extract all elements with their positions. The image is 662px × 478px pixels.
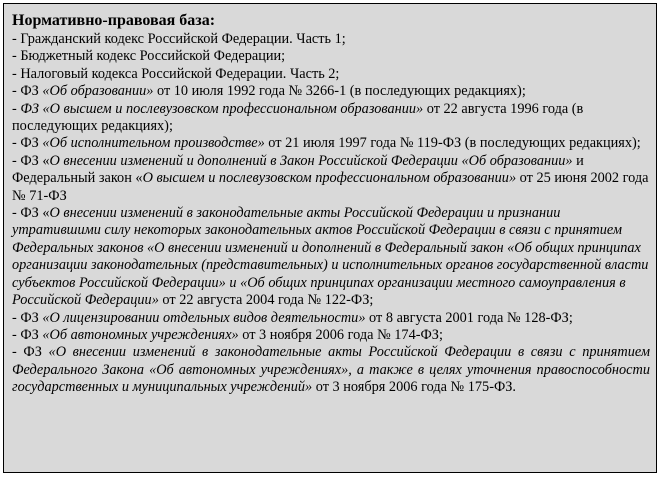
legal-act-text: - ФЗ xyxy=(12,344,49,361)
legal-act-text: от 22 августа 2004 года № 122-ФЗ; xyxy=(158,292,374,309)
legal-act-title: «Об образовании» xyxy=(42,83,154,100)
legal-act-text: - ФЗ « xyxy=(12,205,50,222)
legal-acts-list xyxy=(12,31,650,397)
legal-act-item xyxy=(12,153,650,205)
legal-act-text: от 3 ноября 2006 года № 174-ФЗ; xyxy=(238,326,443,343)
legal-act-text: - Бюджетный кодекс Российской Федерации; xyxy=(12,48,286,65)
legal-act-item xyxy=(12,31,650,48)
legal-act-item xyxy=(12,66,650,83)
legal-basis-panel xyxy=(3,3,657,473)
legal-act-title: «О внесении изменений в законодательные акты Российской Федерации в связи с принятием Федерального Закона «Об автономных учреждениях», а также в целях уточнения правоспособности государственных и муниципальных учреждений» xyxy=(12,344,650,396)
legal-act-item xyxy=(12,83,650,100)
legal-act-item xyxy=(12,205,650,309)
legal-act-text: - Гражданский кодекс Российской Федерации. Часть 1; xyxy=(12,31,346,47)
panel-title: Нормативно-правовая база: xyxy=(12,12,216,29)
legal-act-title: «О лицензировании отдельных видов деятельности» xyxy=(42,309,366,326)
legal-act-text: от 10 июля 1992 года № 3266-1 (в последующих редакциях); xyxy=(153,83,526,100)
legal-act-text: от 3 ноября 2006 года № 175-ФЗ. xyxy=(312,379,516,396)
legal-act-text: от 25 июня 2002 года № 71-ФЗ xyxy=(12,170,649,204)
legal-act-item xyxy=(12,310,650,327)
legal-act-item xyxy=(12,327,650,344)
legal-act-text: от 22 августа 1996 года (в последующих редакциях); xyxy=(12,100,584,135)
legal-act-text: - ФЗ xyxy=(12,83,43,100)
legal-act-title: «Об автономных учреждениях» xyxy=(42,326,239,343)
legal-act-title: - ФЗ «О высшем и послевузовском профессиональном образовании» xyxy=(12,100,424,117)
legal-act-item xyxy=(12,101,650,136)
legal-act-text: от 21 июля 1997 года № 119-ФЗ (в последующих редакциях); xyxy=(264,135,641,152)
legal-act-title: О внесении изменений и дополнений в Закон Российской Федерации «Об образовании» xyxy=(49,152,573,169)
legal-act-item xyxy=(12,135,650,152)
legal-act-text: и Федеральный закон « xyxy=(12,152,584,187)
legal-act-item xyxy=(12,344,650,396)
legal-act-text: - ФЗ xyxy=(12,135,43,152)
legal-act-title: О внесении изменений в законодательные акты Российской Федерации и признании утратившими силу некоторых законодательных актов Российской Федерации в связи с принятием Федеральных законов «О внесении изменений и дополнений в Федеральный закон «Об общих принципах организации законодательных (представительных) и исполнительных органов государственной власти субъектов Российской Федерации» и «Об общих принципах организации местного самоуправления в Российской Федерации» xyxy=(12,205,649,309)
legal-act-item xyxy=(12,48,650,65)
legal-act-title: О высшем и послевузовском профессиональном образовании» xyxy=(142,170,517,187)
legal-act-text: - Налоговый кодекса Российской Федерации. Часть 2; xyxy=(12,65,340,82)
legal-act-text: - ФЗ xyxy=(12,326,43,343)
legal-act-text: - ФЗ xyxy=(12,309,43,326)
legal-act-title: «Об исполнительном производстве» xyxy=(42,135,265,152)
legal-act-text: от 8 августа 2001 года № 128-ФЗ; xyxy=(365,309,573,326)
legal-act-text: - ФЗ « xyxy=(12,152,50,169)
